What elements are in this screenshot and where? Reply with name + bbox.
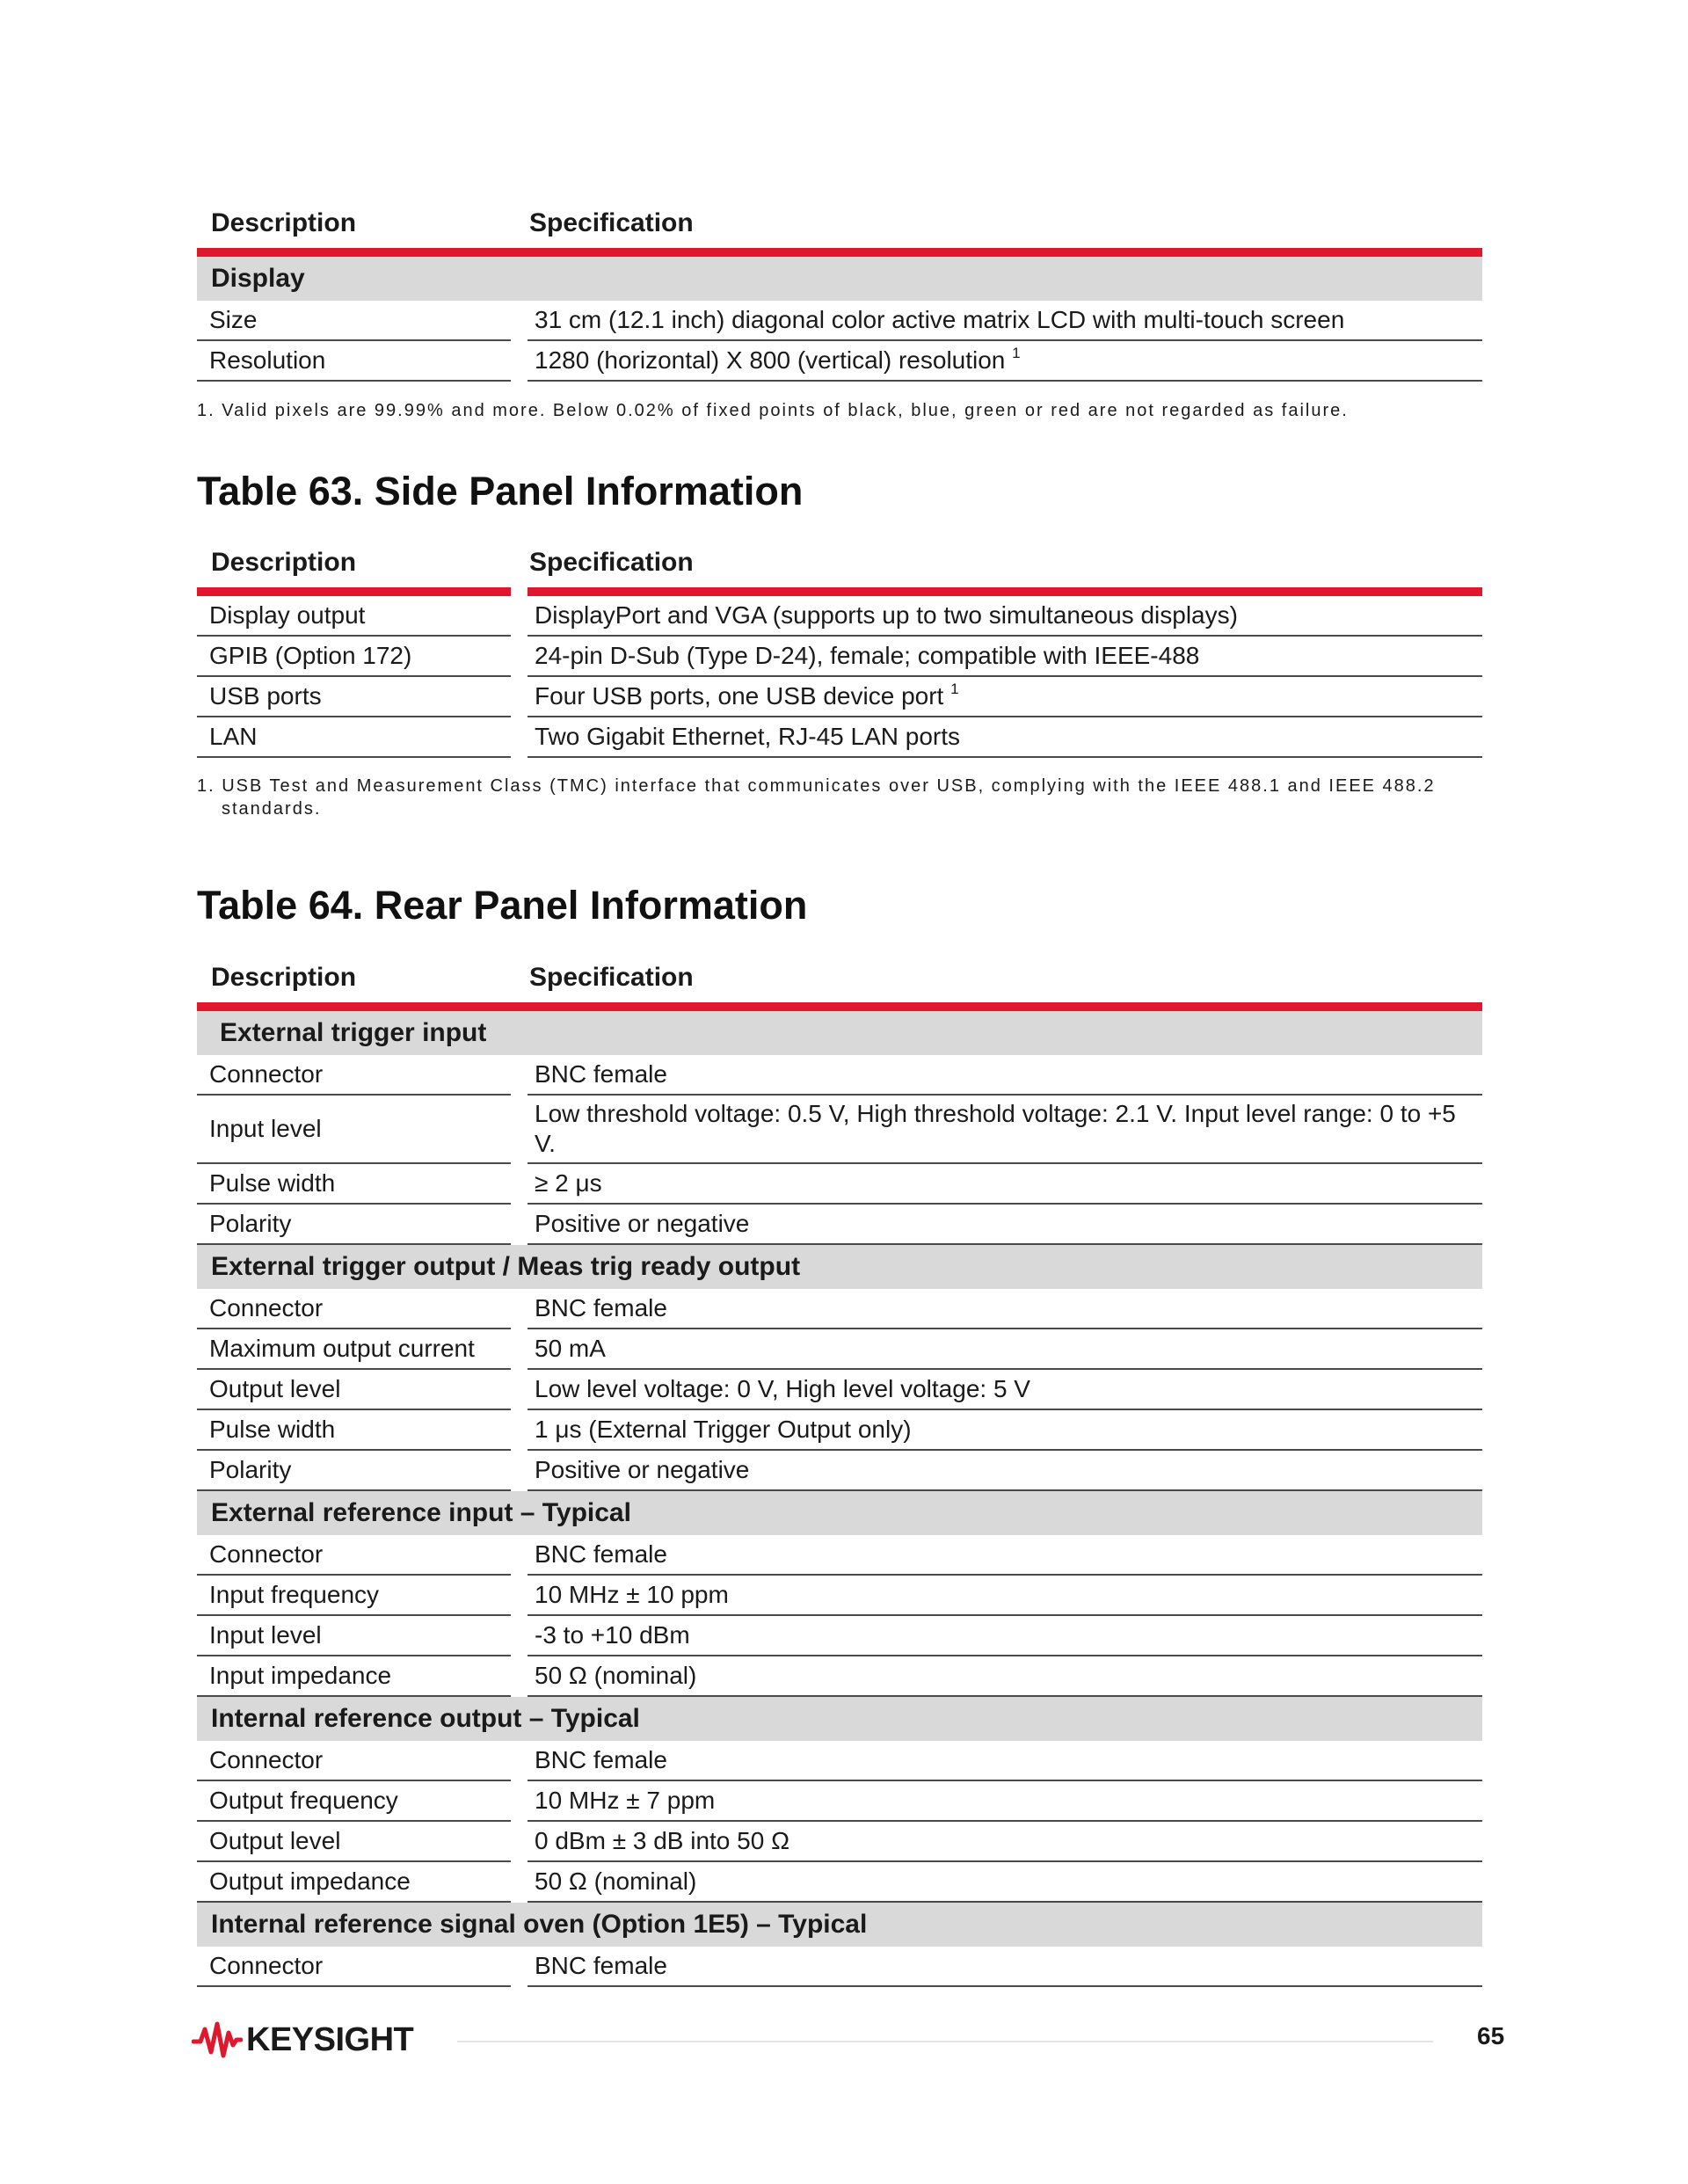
row-description: Connector [197, 1055, 511, 1096]
column-header-specification: Specification [528, 953, 1482, 1011]
row-specification: BNC female [528, 1741, 1482, 1781]
column-header-specification: Specification [528, 199, 1482, 257]
column-header-description: Description [197, 953, 511, 1011]
section-title: Display [197, 257, 1482, 301]
row-specification: 1280 (horizontal) X 800 (vertical) resolution $^1$ [528, 341, 1482, 382]
row-description: Input frequency [197, 1576, 511, 1616]
row-description: LAN [197, 717, 511, 758]
section-title: External trigger output / Meas trig ready output [197, 1245, 1482, 1289]
row-specification: -3 to +10 dBm [528, 1616, 1482, 1656]
table-row [197, 1289, 1482, 1329]
table-row [197, 1741, 1482, 1781]
row-specification: 50 Ω (nominal) [528, 1862, 1482, 1903]
row-specification: DisplayPort and VGA (supports up to two simultaneous displays) [528, 596, 1482, 637]
table-row [197, 1781, 1482, 1822]
table-row [197, 341, 1482, 382]
footer-divider [457, 2041, 1433, 2042]
footnote-display: 1. Valid pixels are 99.99% and more. Below 0.02% of fixed points of black, blue, green or red are not regarded as failure. [197, 401, 1349, 420]
row-description: Input impedance [197, 1656, 511, 1697]
row-description: Connector [197, 1535, 511, 1576]
table-row [197, 1410, 1482, 1451]
table-header-row [197, 538, 1482, 596]
row-specification: BNC female [528, 1535, 1482, 1576]
table-row [197, 1329, 1482, 1370]
page-footer [0, 2013, 1688, 2066]
row-specification: BNC female [528, 1289, 1482, 1329]
logo-text: KEYSIGHT [246, 2020, 414, 2058]
table-row [197, 1096, 1482, 1164]
row-specification: Two Gigabit Ethernet, RJ-45 LAN ports [528, 717, 1482, 758]
row-specification: Low level voltage: 0 V, High level voltage: 5 V [528, 1370, 1482, 1410]
section-row [197, 1491, 1482, 1535]
table-row [197, 1055, 1482, 1096]
table-row [197, 1862, 1482, 1903]
table-row [197, 1535, 1482, 1576]
row-specification: 10 MHz ± 7 ppm [528, 1781, 1482, 1822]
row-specification: BNC female [528, 1055, 1482, 1096]
row-description: Polarity [197, 1451, 511, 1491]
footnote-marker: 1 [1012, 345, 1021, 361]
column-header-specification: Specification [528, 538, 1482, 596]
row-specification: 31 cm (12.1 inch) diagonal color active matrix LCD with multi-touch screen [528, 301, 1482, 341]
row-description: Connector [197, 1741, 511, 1781]
row-specification: BNC female [528, 1947, 1482, 1987]
row-description: Output frequency [197, 1781, 511, 1822]
row-specification: 1 μs (External Trigger Output only) [528, 1410, 1482, 1451]
row-specification: 50 mA [528, 1329, 1482, 1370]
table-row [197, 1451, 1482, 1491]
table-row [197, 677, 1482, 717]
row-description: Output level [197, 1370, 511, 1410]
table-row [197, 1164, 1482, 1205]
row-specification: Low threshold voltage: 0.5 V, High threshold voltage: 2.1 V. Input level range: 0 to +5 V. [528, 1096, 1482, 1164]
row-description: GPIB (Option 172) [197, 637, 511, 677]
table-64-title: Table 64. Rear Panel Information [197, 883, 808, 928]
column-header-description: Description [197, 199, 511, 257]
table-row [197, 1822, 1482, 1862]
row-description: Pulse width [197, 1164, 511, 1205]
table-row [197, 301, 1482, 341]
display-spec-table [197, 199, 1482, 382]
table-row [197, 1576, 1482, 1616]
row-description: Size [197, 301, 511, 341]
side-panel-table [197, 538, 1482, 758]
row-specification: 50 Ω (nominal) [528, 1656, 1482, 1697]
row-specification: 0 dBm ± 3 dB into 50 Ω [528, 1822, 1482, 1862]
table-row [197, 1205, 1482, 1245]
row-description: Connector [197, 1289, 511, 1329]
footnote-side-panel: 1. USB Test and Measurement Class (TMC) interface that communicates over USB, complying with the IEEE 488.1 and IEEE 488.2 standards. [197, 776, 1436, 819]
page-number: 65 [1477, 2022, 1505, 2049]
table-header-row [197, 199, 1482, 257]
section-row [197, 257, 1482, 301]
table-row [197, 637, 1482, 677]
keysight-wave-icon [192, 2020, 243, 2059]
keysight-logo [192, 2020, 413, 2059]
column-header-description: Description [197, 538, 511, 596]
row-specification: ≥ 2 μs [528, 1164, 1482, 1205]
section-title: Internal reference signal oven (Option 1E5) – Typical [197, 1903, 1482, 1947]
row-description: USB ports [197, 677, 511, 717]
section-row [197, 1697, 1482, 1741]
rear-panel-table [197, 953, 1482, 1987]
row-description: Display output [197, 596, 511, 637]
section-title: External trigger input [197, 1011, 1482, 1055]
section-row [197, 1245, 1482, 1289]
row-description: Output impedance [197, 1862, 511, 1903]
section-title: Internal reference output – Typical [197, 1697, 1482, 1741]
row-description: Input level [197, 1096, 511, 1164]
table-row [197, 1656, 1482, 1697]
row-description: Resolution [197, 341, 511, 382]
table-row [197, 1370, 1482, 1410]
section-row [197, 1011, 1482, 1055]
table-row [197, 1616, 1482, 1656]
row-description: Pulse width [197, 1410, 511, 1451]
section-title: External reference input – Typical [197, 1491, 1482, 1535]
row-description: Connector [197, 1947, 511, 1987]
row-specification: 10 MHz ± 10 ppm [528, 1576, 1482, 1616]
table-row [197, 1947, 1482, 1987]
row-description: Maximum output current [197, 1329, 511, 1370]
row-description: Output level [197, 1822, 511, 1862]
row-specification: 24-pin D-Sub (Type D-24), female; compatible with IEEE-488 [528, 637, 1482, 677]
section-row [197, 1903, 1482, 1947]
table-row [197, 596, 1482, 637]
table-row [197, 717, 1482, 758]
table-header-row [197, 953, 1482, 1011]
row-description: Polarity [197, 1205, 511, 1245]
row-description: Input level [197, 1616, 511, 1656]
row-specification: Positive or negative [528, 1205, 1482, 1245]
row-specification: Four USB ports, one USB device port $^1$ [528, 677, 1482, 717]
row-specification: Positive or negative [528, 1451, 1482, 1491]
table-63-title: Table 63. Side Panel Information [197, 469, 804, 513]
footnote-marker: 1 [950, 681, 959, 697]
